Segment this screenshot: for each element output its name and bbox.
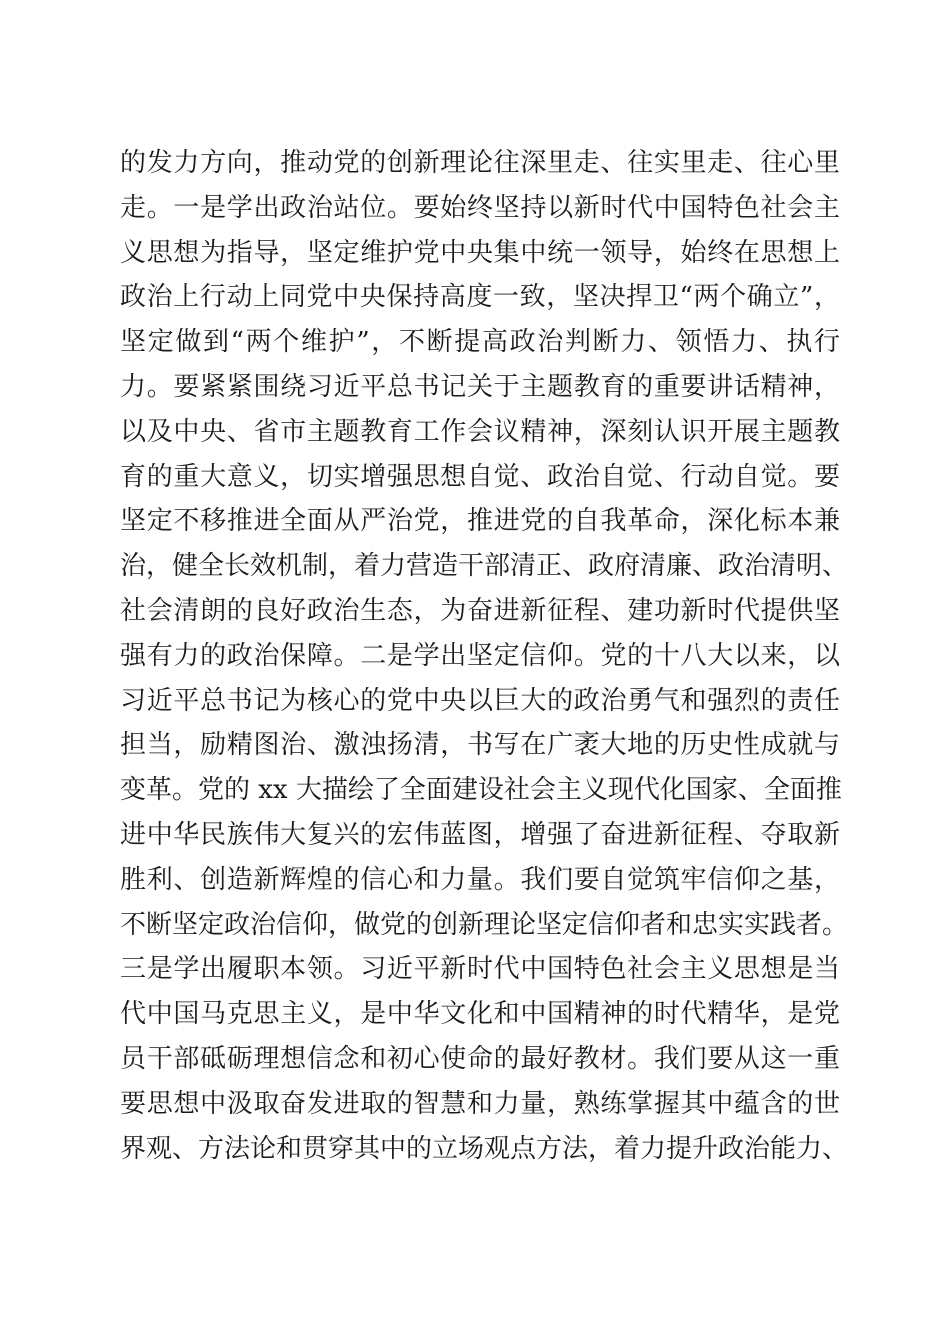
text-line: 坚定不移推进全面从严治党，推进党的自我革命，深化标本兼 [120, 506, 840, 537]
text-line: 义思想为指导，坚定维护党中央集中统一领导，始终在思想上 [120, 237, 840, 268]
text-line: 变革。党的 xx 大描绘了全面建设社会主义现代化国家、全面推 [120, 775, 842, 806]
text-line: 界观、方法论和贯穿其中的立场观点方法，着力提升政治能力、 [120, 1133, 849, 1164]
text-line: 要思想中汲取奋发进取的智慧和力量，熟练掌握其中蕴含的世 [120, 1088, 840, 1119]
text-line: 政治上行动上同党中央保持高度一致，坚决捍卫“两个确立”， [120, 282, 840, 313]
text-line: 担当，励精图治、激浊扬清，书写在广袤大地的历史性成就与 [120, 730, 840, 761]
text-line: 力。要紧紧围绕习近平总书记关于主题教育的重要讲话精神， [120, 371, 840, 402]
text-line: 不断坚定政治信仰，做党的创新理论坚定信仰者和忠实实践者。 [120, 909, 849, 940]
text-line: 三是学出履职本领。习近平新时代中国特色社会主义思想是当 [120, 954, 840, 985]
text-line: 坚定做到“两个维护”，不断提高政治判断力、领悟力、执行 [120, 327, 840, 358]
text-line: 强有力的政治保障。二是学出坚定信仰。党的十八大以来，以 [120, 640, 840, 671]
text-line: 代中国马克思主义，是中华文化和中国精神的时代精华，是党 [120, 999, 840, 1030]
text-line: 进中华民族伟大复兴的宏伟蓝图，增强了奋进新征程、夺取新 [120, 819, 840, 850]
text-line: 的发力方向，推动党的创新理论往深里走、往实里走、往心里 [120, 148, 840, 178]
text-line: 员干部砥砺理想信念和初心使命的最好教材。我们要从这一重 [120, 1043, 840, 1074]
text-line: 胜利、创造新辉煌的信心和力量。我们要自觉筑牢信仰之基， [120, 864, 840, 895]
text-line: 社会清朗的良好政治生态，为奋进新征程、建功新时代提供坚 [120, 595, 840, 626]
text-line: 以及中央、省市主题教育工作会议精神，深刻认识开展主题教 [120, 416, 840, 447]
text-line: 习近平总书记为核心的党中央以巨大的政治勇气和强烈的责任 [120, 685, 840, 716]
text-line: 走。一是学出政治站位。要始终坚持以新时代中国特色社会主 [120, 192, 840, 223]
text-line: 育的重大意义，切实增强思想自觉、政治自觉、行动自觉。要 [120, 461, 840, 492]
text-line: 治，健全长效机制，着力营造干部清正、政府清廉、政治清明、 [120, 551, 849, 582]
body-paragraph [120, 141, 849, 1171]
